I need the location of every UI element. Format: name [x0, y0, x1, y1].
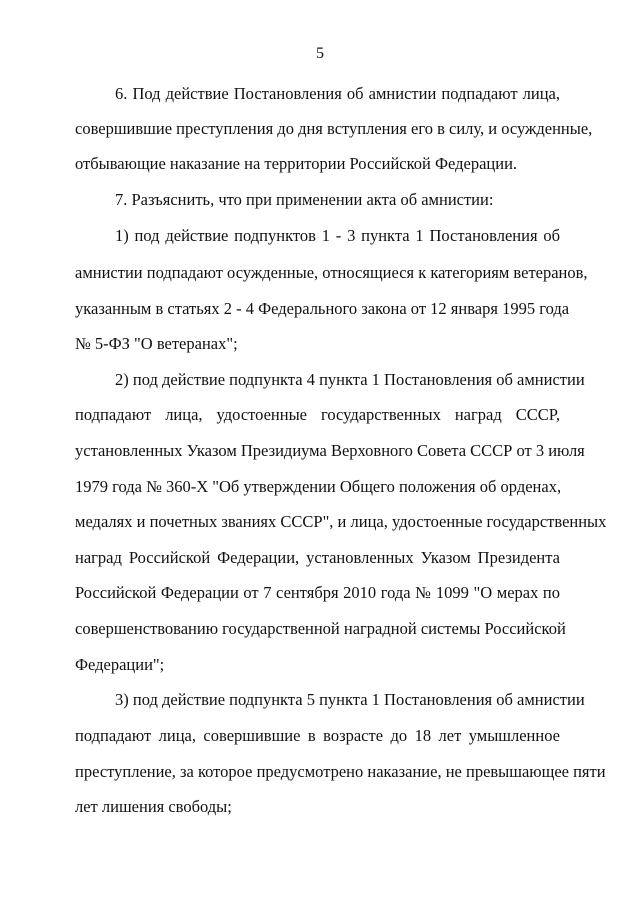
paragraph-line: совершившие преступления до дня вступления его в силу, и осужденные,	[75, 119, 593, 138]
paragraph-line: установленных Указом Президиума Верховного Совета СССР от 3 июля	[75, 441, 585, 460]
paragraph-line: подпадают лица, удостоенные государственных наград СССР,	[75, 405, 560, 424]
paragraph-line: 7. Разъяснить, что при применении акта об амнистии:	[115, 190, 494, 209]
paragraph-line: 1979 года № 360-X "Об утверждении Общего положения об орденах,	[75, 477, 562, 496]
paragraph-line: лет лишения свободы;	[75, 797, 232, 816]
paragraph-line: амнистии подпадают осужденные, относящиеся к категориям ветеранов,	[75, 263, 588, 282]
paragraph-line: 2) под действие подпункта 4 пункта 1 Постановления об амнистии	[115, 370, 585, 389]
paragraph-line: 3) под действие подпункта 5 пункта 1 Постановления об амнистии	[115, 690, 585, 709]
paragraph-line: Федерации";	[75, 655, 165, 674]
paragraph-line: Российской Федерации от 7 сентября 2010 года № 1099 "О мерах по	[75, 583, 560, 602]
paragraph-line: 6. Под действие Постановления об амнистии подпадают лица,	[115, 84, 560, 103]
paragraph-line: преступление, за которое предусмотрено наказание, не превышающее пяти	[75, 762, 606, 781]
paragraph-line: подпадают лица, совершившие в возрасте до 18 лет умышленное	[75, 726, 560, 745]
paragraph-line: указанным в статьях 2 - 4 Федерального закона от 12 января 1995 года	[75, 299, 570, 318]
paragraph-line: 1) под действие подпунктов 1 - 3 пункта 1 Постановления об	[115, 226, 560, 245]
page-number: 5	[316, 45, 324, 62]
paragraph-line: наград Российской Федерации, установленных Указом Президента	[75, 548, 560, 567]
paragraph-line: № 5-ФЗ "О ветеранах";	[75, 334, 238, 353]
paragraph-line: совершенствованию государственной наградной системы Российской	[75, 619, 566, 638]
paragraph-line: отбывающие наказание на территории Российской Федерации.	[75, 154, 518, 173]
paragraph-line: медалях и почетных званиях СССР", и лица, удостоенные государственных	[75, 512, 607, 531]
